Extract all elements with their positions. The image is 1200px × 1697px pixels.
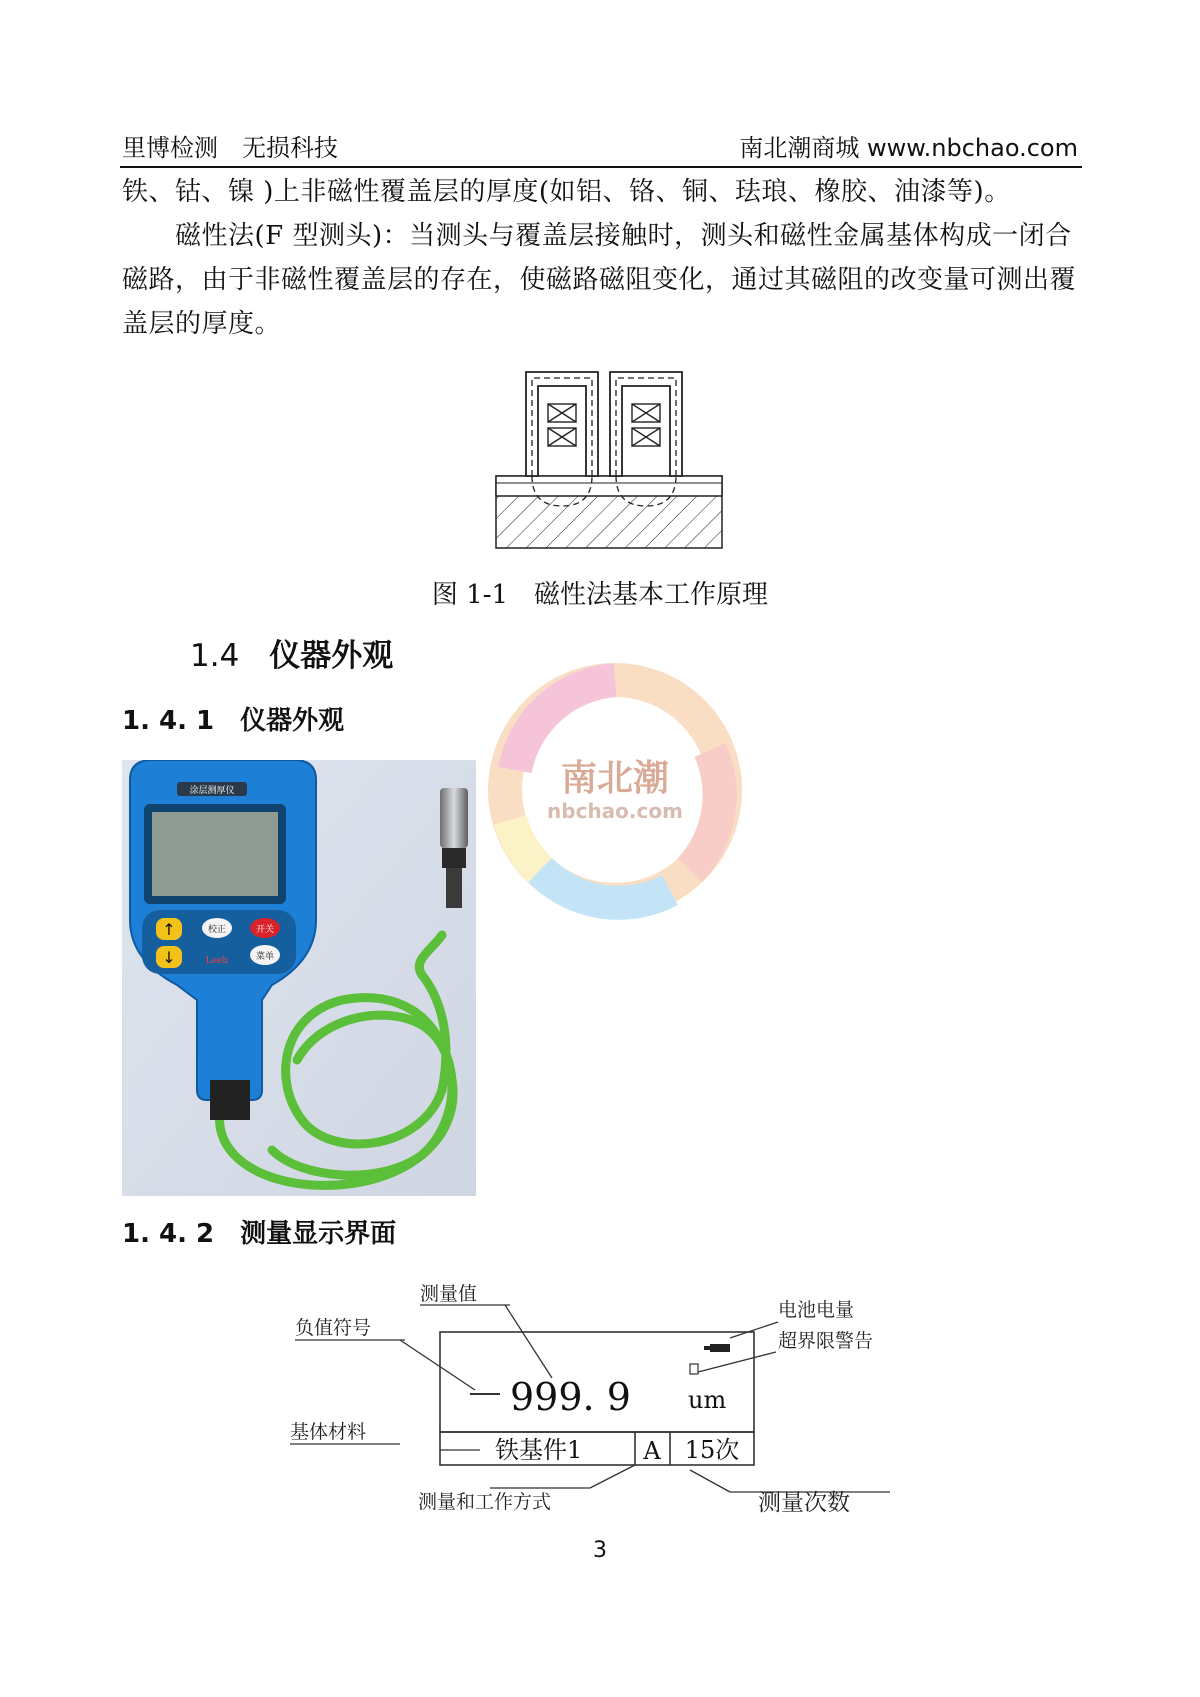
reading-value: 999. 9 [510, 1375, 631, 1419]
label-measured-value: 测量值 [420, 1283, 478, 1305]
label-over-limit: 超界限警告 [778, 1330, 874, 1352]
section-title: 仪器外观 [269, 638, 394, 674]
subsection-heading-2 [122, 1213, 396, 1250]
subsection-title-1: 仪器外观 [240, 706, 345, 736]
watermark-en: nbchao.com [547, 799, 683, 823]
watermark-cn: 南北潮 [560, 757, 670, 799]
device-photo [122, 760, 476, 1196]
paragraph-1: 铁、钴、镍 )上非磁性覆盖层的厚度(如铝、铬、铜、珐琅、橡胶、油漆等)。 [122, 177, 1011, 207]
label-battery: 电池电量 [778, 1299, 855, 1321]
over-limit-icon [690, 1364, 698, 1374]
menu-button-label: 菜单 [255, 952, 275, 962]
subsection-number-1: 1. 4. 1 [122, 706, 215, 736]
subsection-title-2: 测量显示界面 [240, 1219, 397, 1249]
header-right: 南北潮商城 www.nbchao.com [739, 134, 1078, 162]
magnetic-principle-diagram [490, 366, 730, 556]
subsection-number-2: 1. 4. 2 [122, 1219, 215, 1249]
substrate-value: 铁基件1 [495, 1436, 583, 1464]
display-diagram [290, 1280, 950, 1530]
header-divider [120, 166, 1082, 168]
page-number: 3 [593, 1538, 607, 1563]
header-left: 里博检测 无损科技 [122, 134, 338, 162]
label-measure-count: 测量次数 [758, 1490, 850, 1516]
section-number: 1.4 [190, 638, 240, 674]
brand-logo: Leeb [205, 956, 229, 966]
nbchao-watermark [470, 650, 760, 940]
section-heading [190, 630, 393, 675]
up-arrow-icon: ↑ [162, 920, 176, 939]
label-substrate-material: 基体材料 [290, 1421, 367, 1443]
mode-value: A [643, 1437, 661, 1465]
figure-caption: 图 1-1 磁性法基本工作原理 [431, 580, 769, 610]
reading-unit: um [688, 1386, 727, 1414]
subsection-heading-1 [122, 700, 344, 737]
device-label: 涂层测厚仪 [189, 786, 235, 796]
battery-icon [704, 1344, 730, 1352]
down-arrow-icon: ↓ [162, 948, 176, 967]
power-button-label: 开关 [255, 925, 275, 935]
label-negative-sign: 负值符号 [295, 1317, 372, 1339]
paragraph-2: 磁性法(F 型测头)：当测头与覆盖层接触时，测头和磁性金属基体构成一闭合磁路，由于非磁性覆盖层的存在，使磁路磁阻变化，通过其磁阻的改变量可测出覆盖层的厚度。 [122, 221, 1077, 339]
count-value: 15次 [684, 1436, 740, 1464]
label-measure-mode: 测量和工作方式 [418, 1491, 552, 1513]
calibrate-button-label: 校正 [207, 925, 227, 935]
